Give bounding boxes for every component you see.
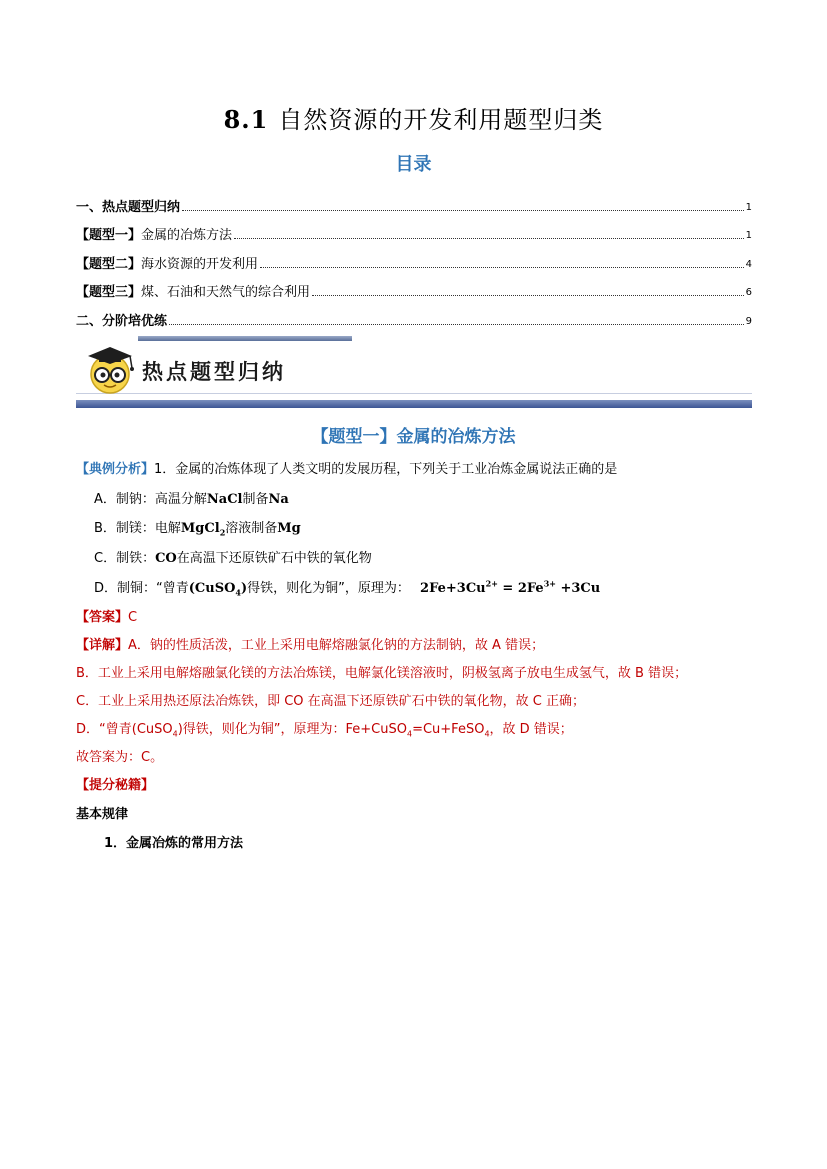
detail-line-1: 【详解】A．钠的性质活泼，工业上采用电解熔融氯化钠的方法制钠，故 A 错误；	[76, 638, 545, 653]
answer-line	[76, 606, 137, 625]
toc-entry-page: 6	[745, 287, 752, 298]
banner-text: 热点题型归纳	[142, 359, 286, 384]
option-a: A．制钠：高温分解NaCl制备Na	[94, 492, 289, 507]
option-d: D．制铜：“曾青(CuSO$_4$)得铁，则化为铜”，原理为： $2Fe+3Cu^{2+} = 2Fe^{3+} +3Cu$	[94, 578, 601, 598]
answer-tag: 【答案】	[76, 610, 129, 625]
title-text: 自然资源的开发利用题型归类	[278, 106, 604, 134]
toc-heading: 目录	[395, 154, 432, 175]
toc-entry-label: 二、分阶培优练	[76, 313, 168, 329]
page-title	[0, 100, 827, 135]
toc-entry-label: 【题型三】煤、石油和天然气的综合利用	[76, 285, 311, 300]
banner-thin-rule	[76, 393, 752, 394]
toc-entry-label: 【题型一】金属的冶炼方法	[76, 228, 233, 243]
detail-line-2: B．工业上采用电解熔融氯化镁的方法冶炼镁，电解氯化镁溶液时，阴极氢离子放电生成氢气，故 B 错误；	[76, 666, 688, 681]
detail-line-3: C．工业上采用热还原法冶炼铁，即 CO 在高温下还原铁矿石中铁的氧化物，故 C 正确；	[76, 694, 585, 709]
toc-entry[interactable]	[76, 186, 752, 215]
toc-entry[interactable]	[76, 215, 752, 244]
option-b: B．制镁：电解MgCl$_2$溶液制备Mg	[94, 521, 301, 538]
table-of-contents	[76, 186, 752, 329]
banner-top-rule	[138, 336, 352, 341]
toc-leader-dots	[169, 324, 744, 325]
toc-entry[interactable]	[76, 272, 752, 301]
answer-value: C	[128, 610, 138, 625]
question-text: 1．金属的冶炼体现了人类文明的发展历程，下列关于工业冶炼金属说法正确的是	[154, 462, 618, 477]
detail-line-5: 故答案为：C。	[76, 750, 164, 765]
toc-leader-dots	[312, 295, 744, 296]
section-banner	[76, 336, 752, 410]
toc-entry-page: 4	[745, 258, 752, 270]
toc-entry-page: 1	[745, 201, 752, 213]
detail-line-4: D．“曾青(CuSO$_4$)得铁，则化为铜”，原理为：Fe+CuSO$_4$=Cu+FeSO$_4$，故 D 错误；	[76, 722, 573, 739]
toc-entry[interactable]	[76, 300, 752, 329]
toc-entry-label: 【题型二】海水资源的开发利用	[76, 256, 259, 272]
option-c: C．制铁：CO在高温下还原铁矿石中铁的氧化物	[94, 551, 372, 566]
example-question	[76, 458, 617, 477]
banner-bottom-rule	[76, 400, 752, 408]
toc-entry-label: 一、热点题型归纳	[76, 199, 181, 215]
toc-leader-dots	[182, 210, 744, 211]
toc-entry[interactable]	[76, 243, 752, 272]
toc-leader-dots	[260, 267, 744, 268]
toc-leader-dots	[234, 238, 744, 239]
example-tag: 【典例分析】	[76, 462, 155, 477]
toc-entry-page: 1	[745, 230, 752, 241]
tips-tag: 【提分秘籍】	[76, 778, 155, 793]
toc-entry-page: 9	[745, 315, 752, 327]
graduate-mascot-icon	[82, 342, 138, 394]
title-number: 8.1	[223, 105, 269, 134]
tips-item-1: 1．金属冶炼的常用方法	[104, 836, 244, 851]
section-title: 【题型一】金属的冶炼方法	[311, 427, 516, 447]
detail-tag: 【详解】	[76, 638, 129, 653]
tips-rule-heading: 基本规律	[76, 807, 129, 822]
